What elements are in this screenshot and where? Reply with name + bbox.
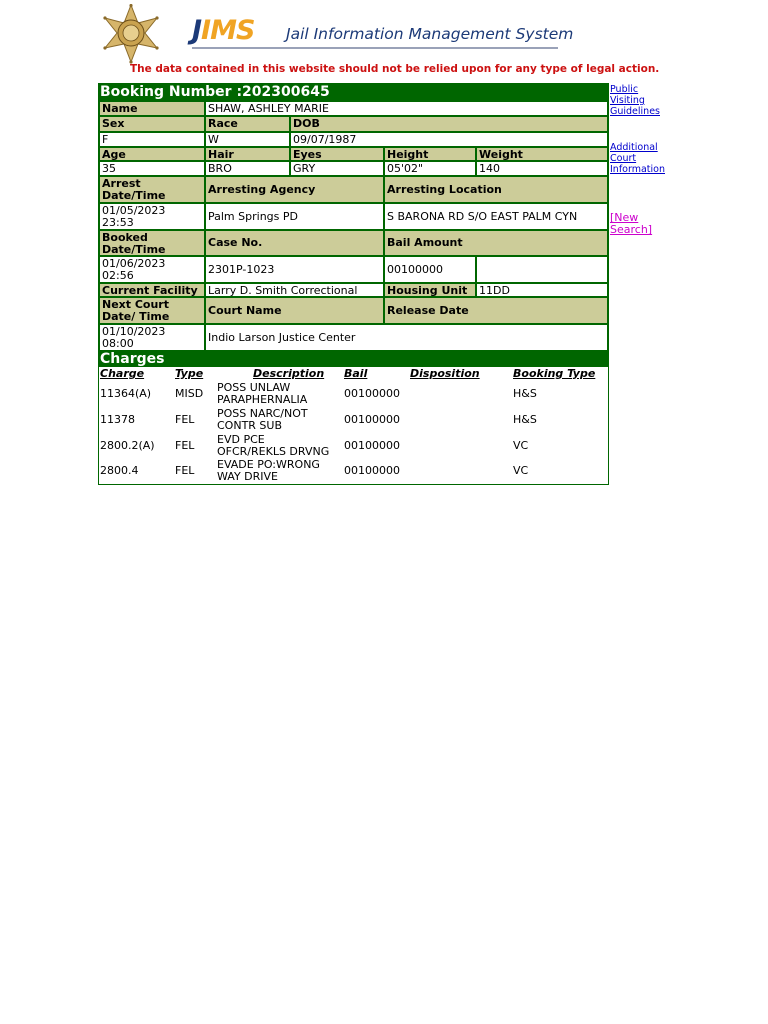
charge-type: FEL (175, 413, 195, 426)
booked-time: 02:56 (102, 269, 134, 282)
charge-description-line: WAY DRIVE (217, 470, 278, 483)
jims-logo-mark: JIMS (192, 15, 255, 46)
charge-booking-type: H&S (513, 387, 537, 400)
age-value: 35 (99, 161, 205, 176)
housing-unit-value: 11DD (476, 283, 608, 297)
public-visiting-guidelines-link[interactable]: Public Visiting Guidelines (610, 84, 660, 117)
sheriff-star-badge-icon (99, 4, 163, 64)
charge-description-line: EVD PCE (217, 433, 265, 446)
booking-number-title: Booking Number :202300645 (99, 84, 608, 101)
release-date-label: Release Date (384, 297, 608, 324)
next-court-time: 08:00 (102, 337, 134, 350)
charge-bail: 00100000 (344, 387, 400, 400)
charge-description-line: POSS NARC/NOT (217, 407, 308, 420)
booked-datetime-value (99, 256, 205, 283)
charge-type: FEL (175, 464, 195, 477)
charge-booking-type: VC (513, 439, 529, 452)
hair-value: BRO (205, 161, 290, 176)
sex-value: F (99, 132, 205, 147)
charges-title: Charges (99, 351, 608, 367)
court-name-label: Court Name (205, 297, 384, 324)
charges-col-bail: Bail (344, 367, 368, 380)
charge-bail: 00100000 (344, 413, 400, 426)
height-value: 05'02" (384, 161, 476, 176)
next-court-label: Next Court Date/ Time (99, 297, 205, 324)
race-value: W (205, 132, 290, 147)
charge-description-line: CONTR SUB (217, 419, 283, 432)
charge-description (217, 382, 307, 406)
court-name-value: Indio Larson Justice Center (205, 324, 608, 351)
arrest-datetime-label: Arrest Date/Time (99, 176, 205, 203)
case-no-label: Case No. (205, 230, 384, 256)
charge-bail: 00100000 (344, 464, 400, 477)
arrest-time: 23:53 (102, 216, 134, 229)
charges-col-charge: Charge (100, 367, 145, 380)
dob-label: DOB (290, 116, 608, 132)
case-no-value: 2301P-1023 (205, 256, 384, 283)
next-court-value (99, 324, 205, 351)
dob-value: 09/07/1987 (290, 132, 608, 147)
arresting-location-value: S BARONA RD S/O EAST PALM CYN (384, 203, 608, 230)
charge-description-line: POSS UNLAW (217, 381, 291, 394)
new-search-link[interactable]: [New Search] (610, 211, 653, 236)
arresting-agency-label: Arresting Agency (205, 176, 384, 203)
additional-court-information-link[interactable]: Additional Court Information (610, 142, 665, 175)
arresting-agency-value: Palm Springs PD (205, 203, 384, 230)
charge-type: MISD (175, 387, 204, 400)
charge-description (217, 408, 308, 432)
legal-disclaimer: The data contained in this website should not be relied upon for any type of legal action. (130, 63, 660, 75)
booked-date: 01/06/2023 (102, 257, 166, 270)
sex-label: Sex (99, 116, 205, 132)
charge-type: FEL (175, 439, 195, 452)
charge-code: 11364(A) (100, 387, 152, 400)
charges-col-disposition: Disposition (410, 367, 480, 380)
bail-amount-value: 00100000 (384, 256, 476, 283)
bail-amount-empty (476, 256, 608, 283)
system-name: Jail Information Management System (286, 25, 574, 43)
logo-divider (192, 47, 558, 49)
hair-label: Hair (205, 147, 290, 161)
charge-bail: 00100000 (344, 439, 400, 452)
arrest-date: 01/05/2023 (102, 204, 166, 217)
charges-col-booking-type: Booking Type (513, 367, 596, 380)
current-facility-label: Current Facility (99, 283, 205, 297)
current-facility-value: Larry D. Smith Correctional (205, 283, 384, 297)
race-label: Race (205, 116, 290, 132)
eyes-label: Eyes (290, 147, 384, 161)
arrest-datetime-value (99, 203, 205, 230)
eyes-value: GRY (290, 161, 384, 176)
charge-description-line: OFCR/REKLS DRVNG (217, 445, 330, 458)
charge-description (217, 434, 329, 458)
charge-code: 11378 (100, 413, 135, 426)
height-label: Height (384, 147, 476, 161)
booking-details-table (98, 83, 609, 485)
next-court-date: 01/10/2023 (102, 325, 166, 338)
charge-booking-type: H&S (513, 413, 537, 426)
name-value: SHAW, ASHLEY MARIE (205, 101, 608, 116)
weight-label: Weight (476, 147, 608, 161)
age-label: Age (99, 147, 205, 161)
bail-amount-label: Bail Amount (384, 230, 608, 256)
name-label: Name (99, 101, 205, 116)
charge-code: 2800.4 (100, 464, 139, 477)
charges-col-type: Type (175, 367, 204, 380)
charge-booking-type: VC (513, 464, 529, 477)
booked-datetime-label: Booked Date/Time (99, 230, 205, 256)
charge-code: 2800.2(A) (100, 439, 155, 452)
weight-value: 140 (476, 161, 608, 176)
charge-description (217, 459, 320, 483)
charges-col-description: Description (253, 367, 325, 380)
charge-description-line: PARAPHERNALIA (217, 393, 308, 406)
jims-logo (192, 14, 574, 54)
charge-description-line: EVADE PO:WRONG (217, 458, 320, 471)
arresting-location-label: Arresting Location (384, 176, 608, 203)
housing-unit-label: Housing Unit (384, 283, 476, 297)
